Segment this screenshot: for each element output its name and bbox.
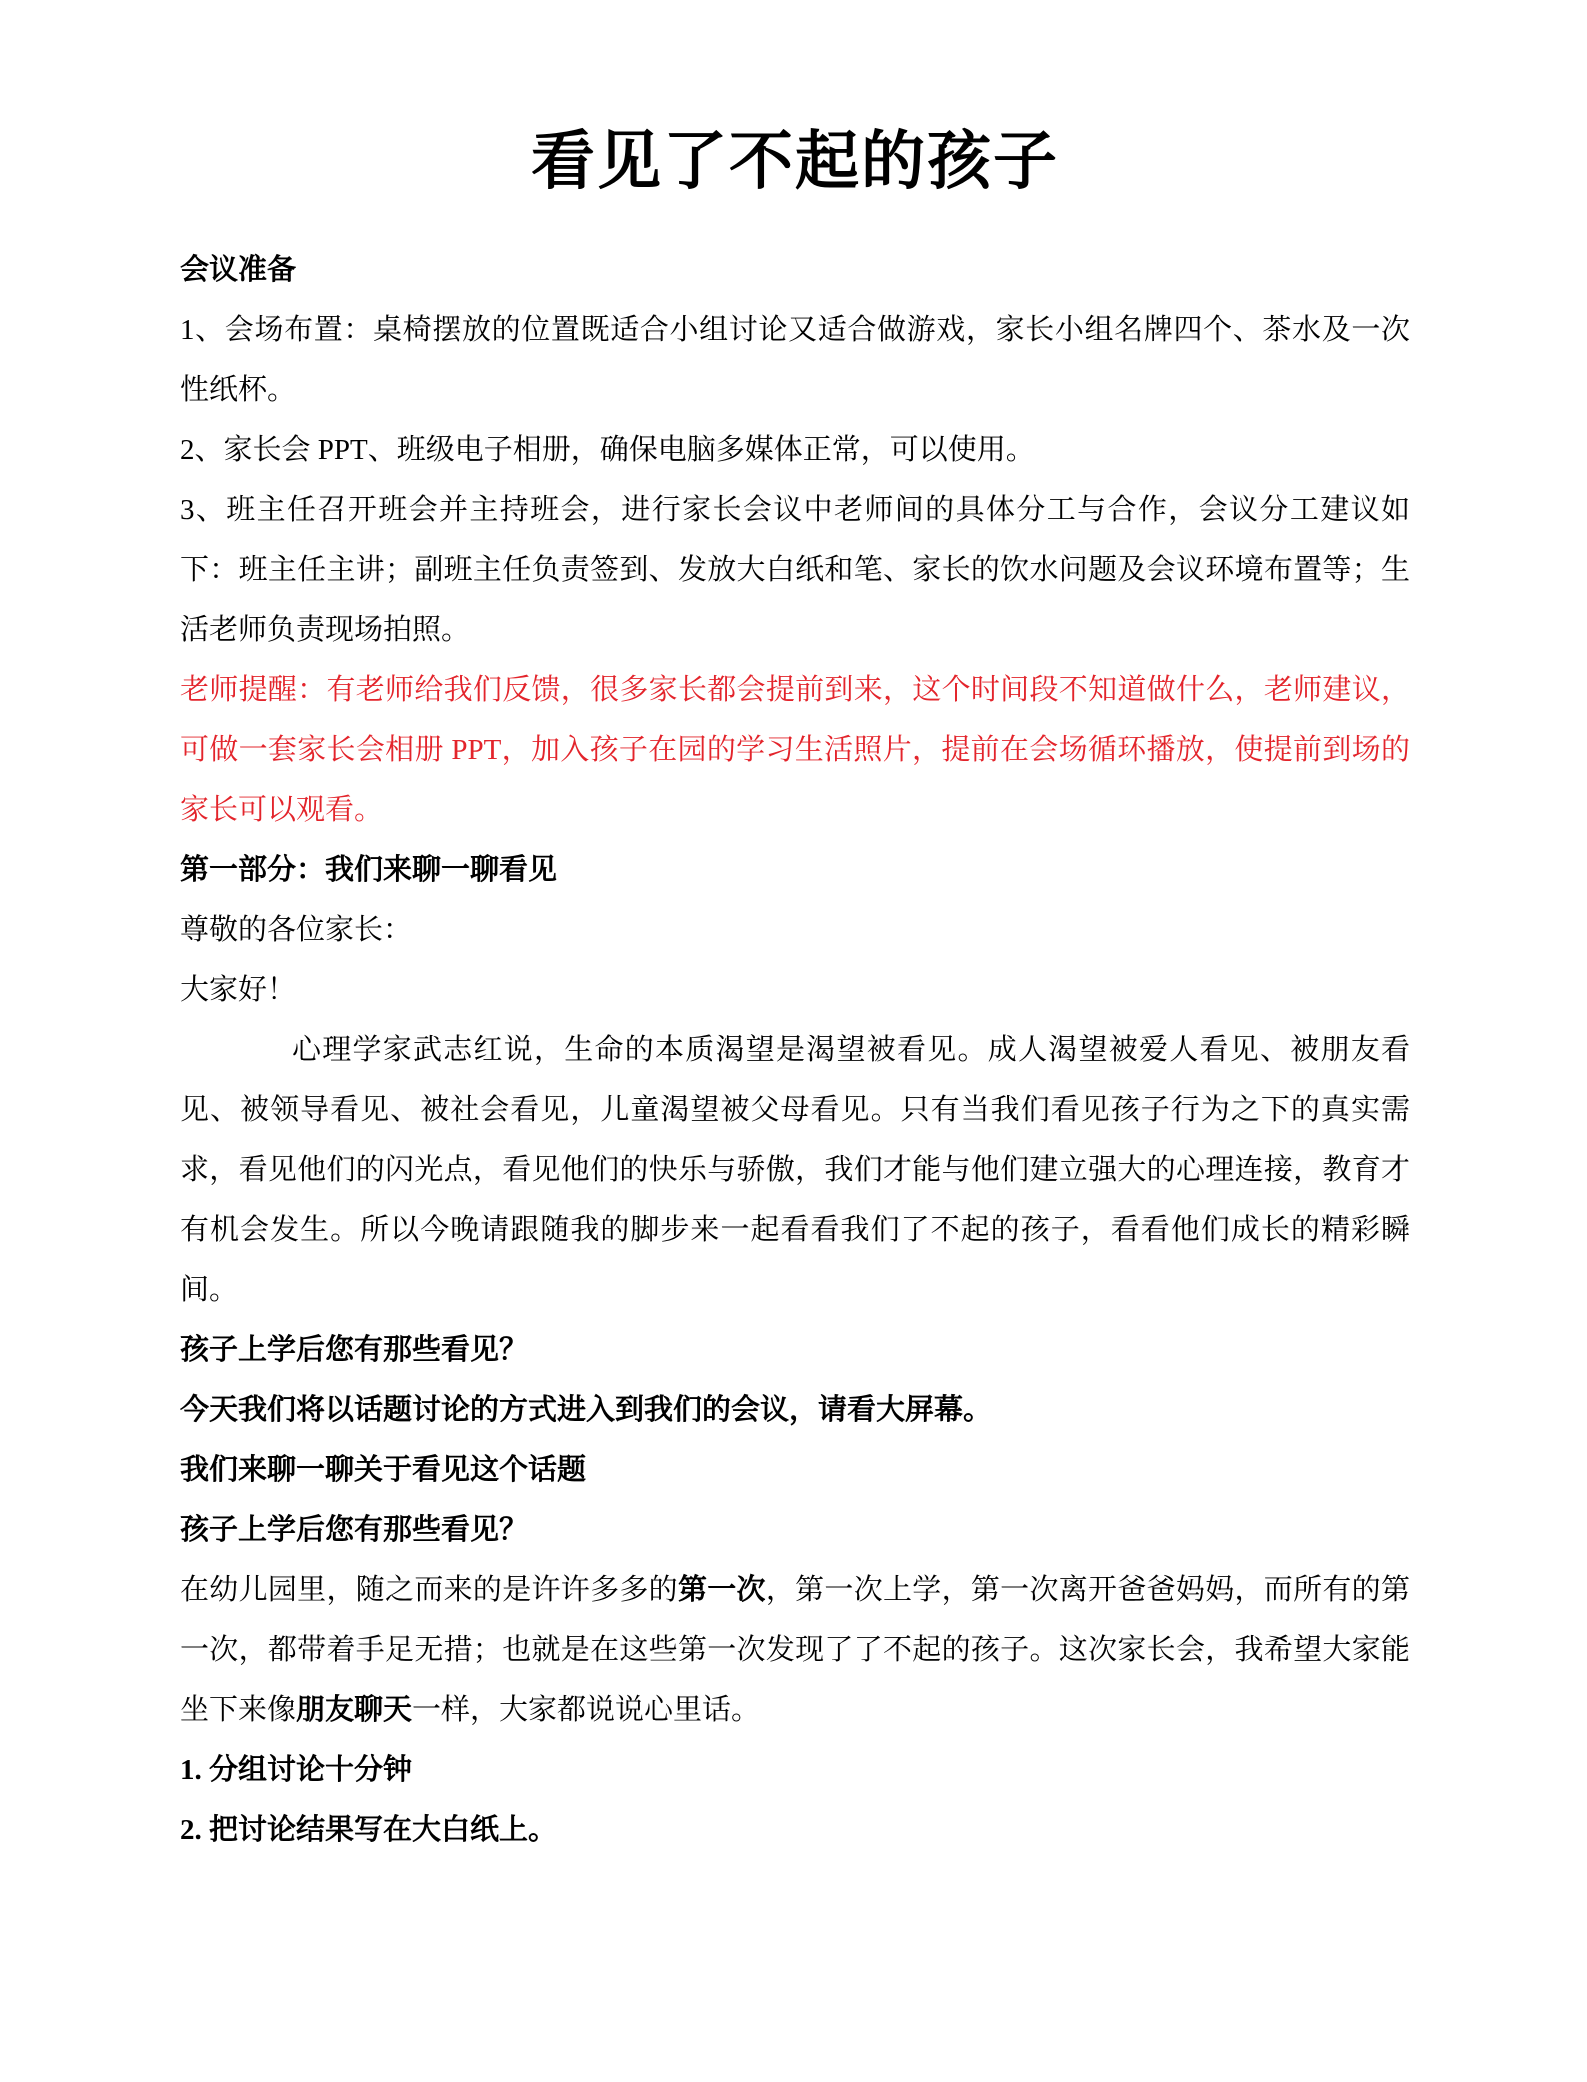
heading-step-2: 2. 把讨论结果写在大白纸上。 (180, 1814, 558, 1846)
para-psychology-intro: 心理学家武志红说，生命的本质渴望是渴望被看见。成人渴望被爱人看见、被朋友看见、被领导看见、被社会看见，儿童渴望被父母看见。只有当我们看见孩子行为之下的真实需求，看见他们的闪光点，看见他们的快乐与骄傲，我们才能与他们建立强大的心理连接，教育才有机会发生。所以今晚请跟随我的脚步来一起看看我们了不起的孩子，看看他们成长的精彩瞬间。 (180, 1034, 1410, 1306)
heading-meeting-preparation: 会议准备 (180, 254, 297, 286)
run-bold-friend-chat: 朋友聊天 (296, 1694, 413, 1726)
run-bold-first-time: 第一次 (677, 1574, 766, 1606)
para-head-teacher-duties: 3、班主任召开班会并主持班会，进行家长会议中老师间的具体分工与合作，会议分工建议如下：班主任主讲；副班主任负责签到、发放大白纸和笔、家长的饮水问题及会议环境布置等；生活老师负责现场拍照。 (180, 494, 1410, 646)
para-ppt-album: 2、家长会 PPT、班级电子相册，确保电脑多媒体正常，可以使用。 (180, 434, 1035, 466)
heading-chat-about-seeing: 我们来聊一聊关于看见这个话题 (180, 1454, 587, 1486)
run-text: ，第一次上学，第一次离开爸爸妈妈，而所有的第一次，都带着手足无措；也就是在这些第一次发现了了不起的孩子。这次家长会，我希望大家能坐下来像 (180, 1574, 1410, 1726)
heading-question-seen-1: 孩子上学后您有那些看见？ (180, 1334, 529, 1366)
heading-step-1: 1. 分组讨论十分钟 (180, 1754, 413, 1786)
heading-part-one: 第一部分：我们来聊一聊看见 (180, 854, 558, 886)
para-greeting: 大家好！ (180, 974, 297, 1006)
para-kindergarten-firsts (180, 1560, 1410, 1740)
para-venue-setup: 1、会场布置：桌椅摆放的位置既适合小组讨论又适合做游戏，家长小组名牌四个、茶水及一次性纸杯。 (180, 314, 1410, 406)
run-text: 在幼儿园里，随之而来的是许许多多的 (180, 1574, 678, 1606)
heading-topic-discussion-intro: 今天我们将以话题讨论的方式进入到我们的会议，请看大屏幕。 (180, 1394, 993, 1426)
run-text: 一样，大家都说说心里话。 (412, 1694, 761, 1726)
para-salutation: 尊敬的各位家长： (180, 914, 413, 946)
document-title: 看见了不起的孩子 (531, 126, 1059, 197)
para-teacher-reminder: 老师提醒：有老师给我们反馈，很多家长都会提前到来，这个时间段不知道做什么，老师建议，可做一套家长会相册 PPT，加入孩子在园的学习生活照片，提前在会场循环播放，使提前到场的家长可以观看。 (180, 674, 1410, 826)
heading-question-seen-2: 孩子上学后您有那些看见？ (180, 1514, 529, 1546)
